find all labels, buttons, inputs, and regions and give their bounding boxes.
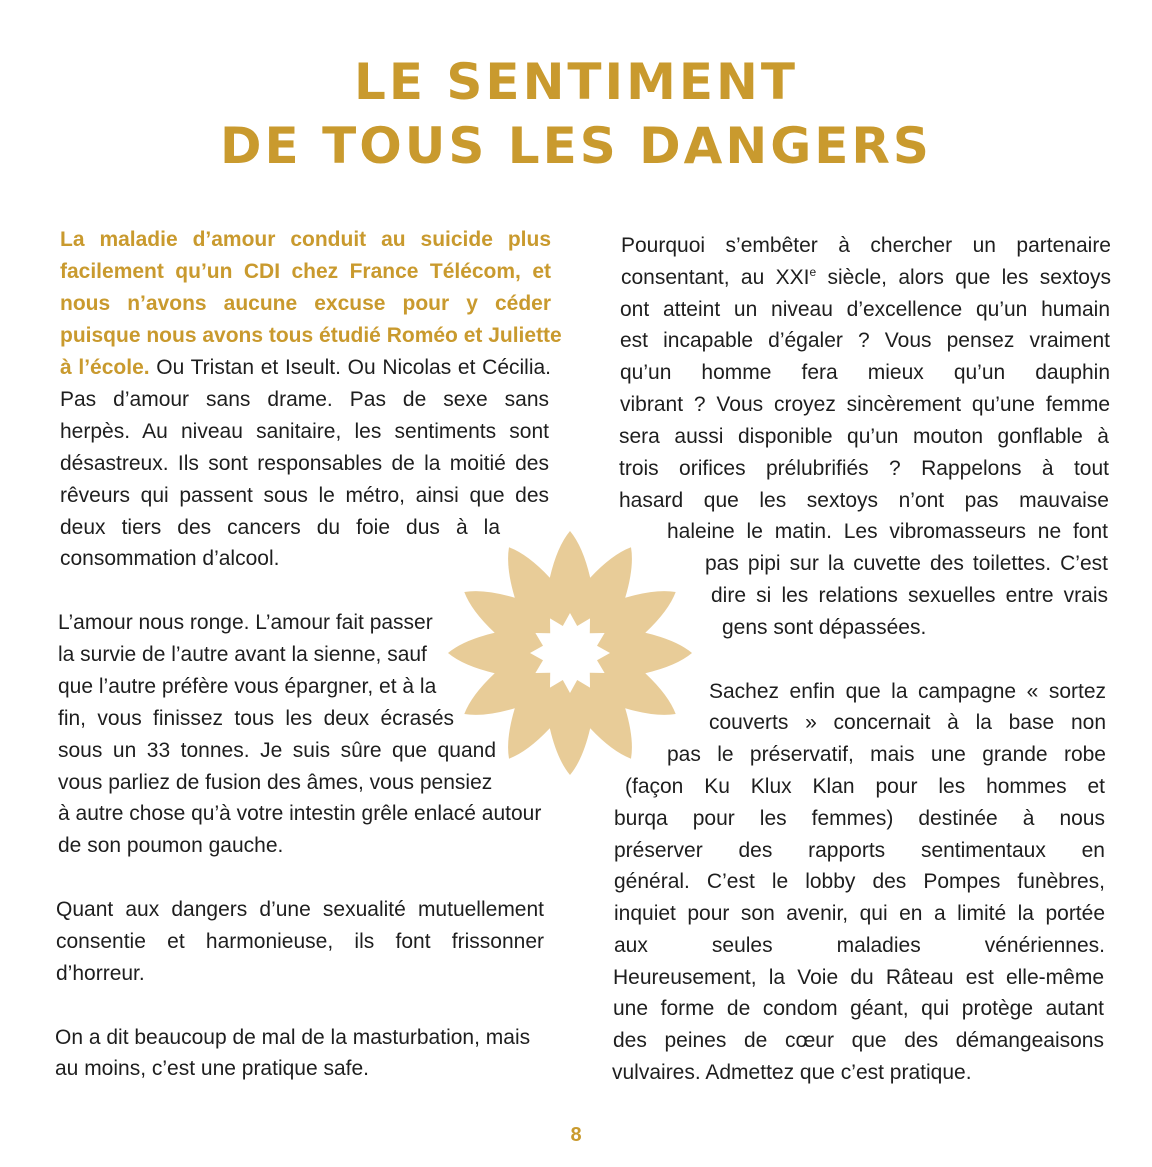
title-line-2: DE TOUS LES DANGERS <box>220 117 932 175</box>
right-p2-line: une forme de condom géant, qui protège autant <box>613 997 1104 1020</box>
left-p2-line: vous parliez de fusion des âmes, vous pensiez <box>58 771 493 794</box>
left-p2-line: sous un 33 tonnes. Je suis sûre que quand <box>58 739 496 762</box>
left-p2-line: de son poumon gauche. <box>58 834 284 857</box>
left-p1-line: herpès. Au niveau sanitaire, les sentiments sont <box>60 420 549 443</box>
right-p1-line: haleine le matin. Les vibromasseurs ne font <box>667 520 1108 543</box>
right-p1-line: dire si les relations sexuelles entre vrais <box>711 584 1108 607</box>
right-p2-line: aux seules maladies vénériennes. <box>614 934 1105 957</box>
right-p2-line: pas le préservatif, mais une grande robe <box>667 743 1106 766</box>
right-p1-line: pas pipi sur la cuvette des toilettes. C’est <box>705 552 1108 575</box>
right-p1-line: qu’un homme fera mieux qu’un dauphin <box>620 361 1110 384</box>
right-p1-line: gens sont dépassées. <box>722 616 927 639</box>
right-p1-line: vibrant ? Vous croyez sincèrement qu’une femme <box>620 393 1110 416</box>
right-p1-line: Pourquoi s’embêter à chercher un partenaire <box>621 234 1111 257</box>
right-p1-line2-sup: e <box>809 265 817 279</box>
right-p2-line: vulvaires. Admettez que c’est pratique. <box>612 1061 972 1084</box>
left-p1-lead-line: facilement qu’un CDI chez France Télécom, et <box>60 260 551 283</box>
title-line-1: LE SENTIMENT <box>353 53 798 111</box>
right-p2-line: des peines de cœur que des démangeaisons <box>613 1029 1104 1052</box>
left-p2-line: L’amour nous ronge. L’amour fait passer <box>58 611 433 634</box>
left-p1-mixed-line <box>60 352 551 384</box>
right-p1-line2-a: consentant, au XXI <box>621 266 810 289</box>
left-p1-line: désastreux. Ils sont responsables de la moitié des <box>60 452 549 475</box>
left-p1-line: Pas d’amour sans drame. Pas de sexe sans <box>60 388 549 411</box>
right-p2-line: Heureusement, la Voie du Râteau est elle-même <box>613 966 1104 989</box>
right-p1-line: hasard que les sextoys n’ont pas mauvaise <box>619 489 1109 512</box>
left-p2-line: que l’autre préfère vous épargner, et à la <box>58 675 437 698</box>
right-p1-line <box>621 262 1111 294</box>
left-p4-line: On a dit beaucoup de mal de la masturbation, mais <box>55 1026 531 1049</box>
right-p1-line2-b: siècle, alors que les sextoys <box>816 266 1111 289</box>
right-p2-line: couverts » concernait à la base non <box>709 711 1106 734</box>
left-p4-line: au moins, c’est une pratique safe. <box>55 1057 370 1080</box>
right-p2-line: préserver des rapports sentimentaux en <box>614 839 1105 862</box>
left-p1-line: consommation d’alcool. <box>60 547 280 570</box>
page-number: 8 <box>570 1124 582 1146</box>
left-p1-line: deux tiers des cancers du foie dus à la <box>60 516 500 539</box>
right-p1-line: trois orifices prélubrifiés ? Rappelons à tout <box>619 457 1109 480</box>
left-p1-rest-first: Ou Tristan et Iseult. Ou Nicolas et Cécilia. <box>156 356 552 379</box>
right-p1-line: sera aussi disponible qu’un mouton gonflable à <box>619 425 1109 448</box>
left-p2-line: fin, vous finissez tous les deux écrasés <box>58 707 454 730</box>
left-p2-line: à autre chose qu’à votre intestin grêle enlacé autour <box>58 802 542 825</box>
left-p1-lead-end: à l’école. <box>60 356 150 379</box>
right-p1-line: est incapable d’égaler ? Vous pensez vraiment <box>620 329 1110 352</box>
left-p2-line: la survie de l’autre avant la sienne, sauf <box>58 643 427 666</box>
left-p3-line: d’horreur. <box>56 962 145 985</box>
left-p1-lead-line: puisque nous avons tous étudié Roméo et Juliette <box>60 324 562 347</box>
left-p3-line: consentie et harmonieuse, ils font frissonner <box>56 930 544 953</box>
left-p1-lead-line: nous n’avons aucune excuse pour y céder <box>60 292 551 315</box>
left-p3-line: Quant aux dangers d’une sexualité mutuellement <box>56 898 544 921</box>
right-p1-line: ont atteint un niveau d’excellence qu’un humain <box>620 298 1110 321</box>
right-p2-line: (façon Ku Klux Klan pour les hommes et <box>625 775 1105 798</box>
left-p1-lead-line: La maladie d’amour conduit au suicide plus <box>60 228 551 251</box>
left-p1-line: rêveurs qui passent sous le métro, ainsi que des <box>60 484 549 507</box>
right-p2-line: inquiet pour son avenir, qui en a limité la portée <box>614 902 1105 925</box>
right-p2-line: général. C’est le lobby des Pompes funèbres, <box>614 870 1105 893</box>
right-p2-line: burqa pour les femmes) destinée à nous <box>614 807 1105 830</box>
page-title <box>0 50 1152 178</box>
right-p2-line: Sachez enfin que la campagne « sortez <box>709 680 1106 703</box>
